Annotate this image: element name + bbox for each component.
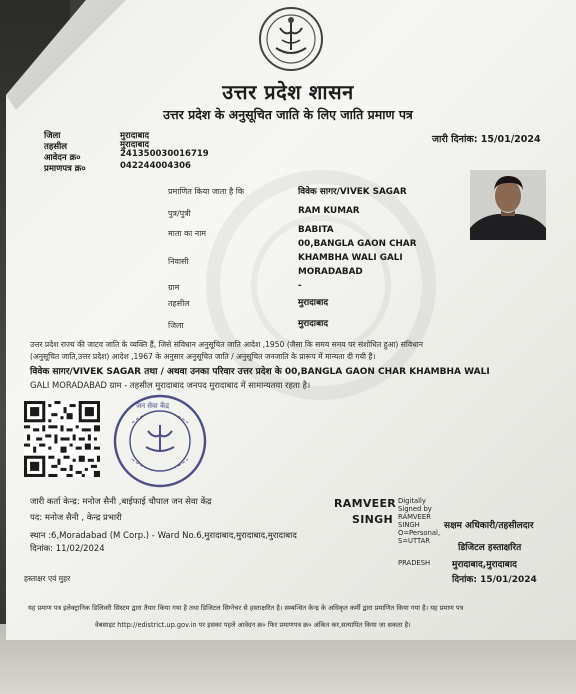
issue-date: जारी दिनांक: 15/01/2024 [432,134,541,145]
resident-label: निवासी [168,257,189,266]
qr-code [24,401,100,477]
tehsil-field-label: तहसील [168,299,190,308]
up-emblem-icon [258,6,324,72]
issuer-post: पद: मनोज सैनी , केन्द्र प्रभारी [30,513,122,523]
digital-sign-line-1: Digitally [398,497,426,505]
address-line-2: KHAMBHA WALI GALI [298,253,403,263]
application-label: आवेदन क्र० [44,153,81,163]
digital-sign-line-7: PRADESH [398,559,431,567]
certificate-number: 042244004306 [120,161,191,171]
applicant-name: विवेक सागर/VIVEK SAGAR [298,187,407,197]
digitally-signed-label: डिजिटल हस्ताक्षरित [458,543,522,553]
digital-sign-line-3: RAMVEER [398,513,431,521]
signature-place: मुरादाबाद,मुरादाबाद [452,560,517,570]
body-line-3: विवेक सागर/VIVEK SAGAR तथा / अथवा उनका परिवार उत्तर प्रदेश के 00,BANGLA GAON CHAR KHAMBHA WALI [30,367,490,377]
son-of-label: पुत्र/पुत्री [168,209,191,218]
village-label: ग्राम [168,283,180,292]
digital-sign-line-5: O=Personal, [398,529,441,537]
footer-note-line-1: यह प्रमाण पत्र इलेक्ट्रानिक डिलिवरी सिस्टम द्वारा तैयार किया गया है तथा डिजिटल सिग्नेचर से हस्ताक्षरित है। सम्बन्धित केन्द्र के अधिकृत कर्मी द्वारा प्रमाणित किया गया है। यह प्रमाण पत्र [28,604,464,612]
applicant-photo [470,170,546,240]
signer-name-line-2: SINGH [352,513,393,526]
issuer-location: स्थान :6,Moradabad (M Corp.) - Ward No.6,मुरादाबाद,मुरादाबाद,मुरादाबाद [30,531,297,541]
mother-name: BABITA [298,225,334,235]
body-line-1: उत्तर प्रदेश राज्य की जाटव जाति के व्यक्ति हैं, जिसे संविधान अनुसूचित जाति आदेश ,1950 (जैसा कि समय समय पर संशोधित हुआ) संविधान [30,340,423,349]
tehsil-field-value: मुरादाबाद [298,298,329,308]
district-label: जिला [44,131,61,141]
issuing-center: जारी कर्ता केन्द्र: मनोज सैनी ,बाईफाई चौपाल जन सेवा केंद्र [30,497,212,507]
mother-label: माता का नाम [168,229,207,238]
person-photo-icon [470,170,546,240]
body-line-4: GALI MORADABAD ग्राम - तहसील मुरादाबाद जनपद मुरादाबाद में सामान्यतया रहता है। [30,380,311,390]
signer-name-line-1: RAMVEER [334,497,397,510]
authority-designation: सक्षम अधिकारी/तहसीलदार [444,521,534,531]
issuer-date: दिनांक: 11/02/2024 [30,544,105,554]
village-value: - [298,281,302,291]
district-field-value: मुरादाबाद [298,319,329,329]
address-line-3: MORADABAD [298,267,363,277]
district-field-label: जिला [168,321,184,330]
seal-text: जन सेवा केंद्र [136,402,170,410]
certified-label: प्रमाणित किया जाता है कि [168,187,245,196]
digital-sign-line-4: SINGH [398,521,420,529]
district-value: मुरादाबाद [120,131,150,141]
father-name: RAM KUMAR [298,206,360,216]
signature-date: दिनांक: 15/01/2024 [452,575,537,585]
body-line-2: (अनुसूचित जाति,उत्तर प्रदेश) आदेश ,1967 के अनुसार अनुसूचित जाति / अनुसूचित जनजाति के प्रारूप में मान्यता दी गयी है। [30,352,376,361]
footer-note-line-2: वेबसाइट http://edistrict.up.gov.in पर इसका पहले आवेदन क्र० फिर प्रमाणपत्र क्र० अंकित कर,सत्यापित किया जा सकता है। [95,621,411,629]
certificate-number-label: प्रमाणपत्र क्र० [44,164,86,174]
application-number: 241350030016719 [120,149,209,159]
tehsil-label: तहसील [44,142,68,152]
digital-sign-line-6: S=UTTAR [398,537,431,545]
address-line-1: 00,BANGLA GAON CHAR [298,239,417,249]
government-title: उत्तर प्रदेश शासन [222,80,354,104]
certificate-title: उत्तर प्रदेश के अनुसूचित जाति के लिए जाति प्रमाण पत्र [163,107,413,122]
signature-seal-label: हस्ताक्षर एवं मुहर [24,574,71,583]
tehsil-value: मुरादाबाद [120,140,150,150]
watermark-emblem-inner [251,215,391,355]
digital-sign-line-2: Signed by [398,505,432,513]
